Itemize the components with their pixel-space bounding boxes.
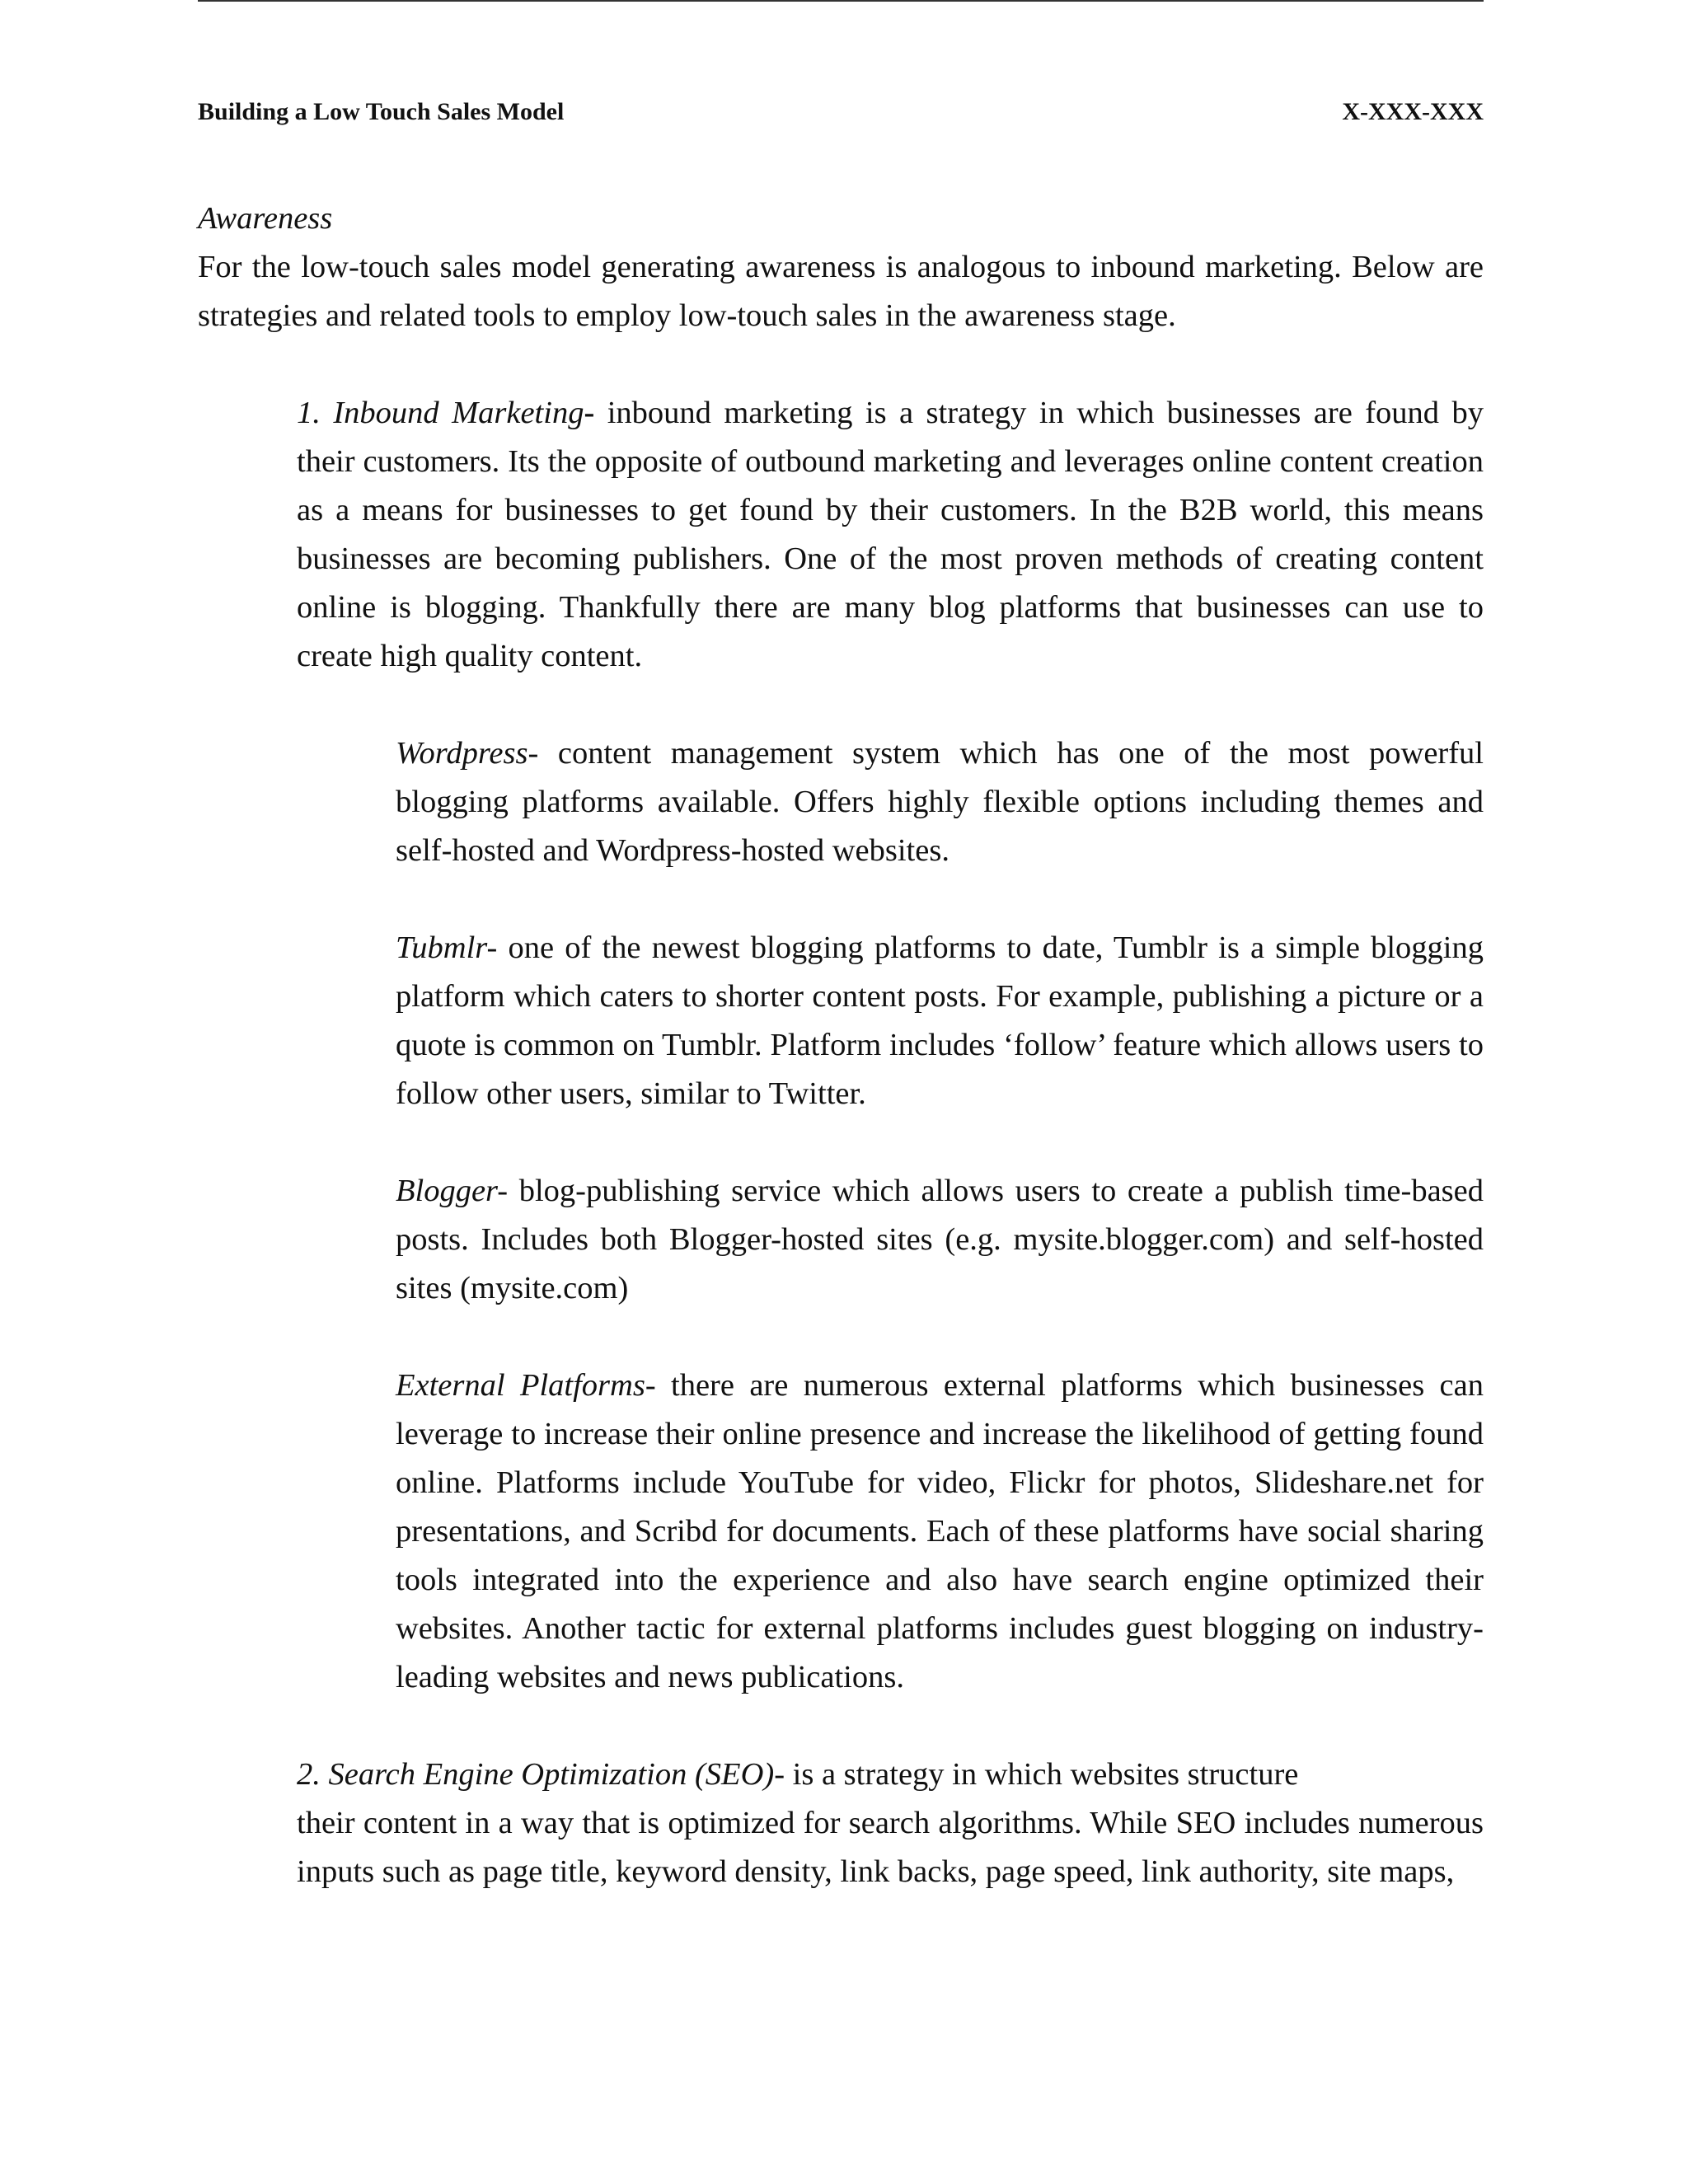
top-rule — [198, 0, 1484, 2]
platform-external — [396, 1361, 1484, 1702]
item-title: 1. Inbound Marketing — [297, 396, 584, 430]
platform-text: blog-publishing service which allows users to create a publish time-based posts. Includes both Blogger-hosted sites (e.g. mysite.blogger.com) and self-hosted sites (mysite.com) — [396, 1174, 1484, 1305]
platform-title: Blogger- — [396, 1174, 509, 1208]
platform-title: Tubmlr- — [396, 930, 498, 965]
item-title: 2. Search Engine Optimization (SEO)- — [297, 1757, 785, 1792]
item-text: inbound marketing is a strategy in which businesses are found by their customers. Its the opposite of outbound marketing and leverages online content creation as a means for businesses to get found by their customers. In the B2B world, this means businesses are becoming publishers. One of the most proven methods of creating content online is blogging. Thankfully there are many blog platforms that businesses can use to create high quality content. — [297, 396, 1484, 673]
platform-text: content management system which has one of the most powerful blogging platforms available. Offers highly flexible options including themes and self-hosted and Wordpress-hosted websites. — [396, 736, 1484, 868]
seo-continuation: their content in a way that is optimized for search algorithms. While SEO includes numerous inputs such as page title, keyword density, link backs, page speed, link authority, site maps, — [297, 1806, 1484, 1889]
intro-paragraph: For the low-touch sales model generating awareness is analogous to inbound marketing. Below are strategies and related tools to employ low-touch sales in the awareness stage. — [198, 250, 1484, 333]
header-doc-number: X-XXX-XXX — [1342, 98, 1484, 125]
section-heading: Awareness — [198, 201, 333, 236]
platform-text: there are numerous external platforms which businesses can leverage to increase their online presence and increase the likelihood of getting found online. Platforms include YouTube for video, Flickr for photos, Slideshare.net for presentations, and Scribd for documents. Each of these platforms have social sharing tools integrated into the experience and also have search engine optimized their websites. Another tactic for external platforms includes guest blogging on industry-leading websites and news publications. — [396, 1368, 1484, 1694]
platform-title: External Platforms- — [396, 1368, 656, 1403]
document-body — [198, 194, 1484, 1896]
platform-title: Wordpress- — [396, 736, 539, 771]
platform-wordpress — [396, 729, 1484, 875]
item-text: is a strategy in which websites structure — [785, 1757, 1299, 1792]
header-title: Building a Low Touch Sales Model — [198, 98, 565, 125]
list-item-seo — [297, 1750, 1484, 1799]
item-dash: - — [584, 396, 595, 430]
list-item-inbound-marketing — [297, 389, 1484, 681]
platform-tumblr — [396, 924, 1484, 1118]
platform-text: one of the newest blogging platforms to date, Tumblr is a simple blogging platform which caters to shorter content posts. For example, publishing a picture or a quote is common on Tumblr. Platform includes ‘follow’ feature which allows users to follow other users, similar to Twitter. — [396, 930, 1484, 1111]
running-header — [198, 96, 1484, 129]
platform-blogger — [396, 1167, 1484, 1313]
